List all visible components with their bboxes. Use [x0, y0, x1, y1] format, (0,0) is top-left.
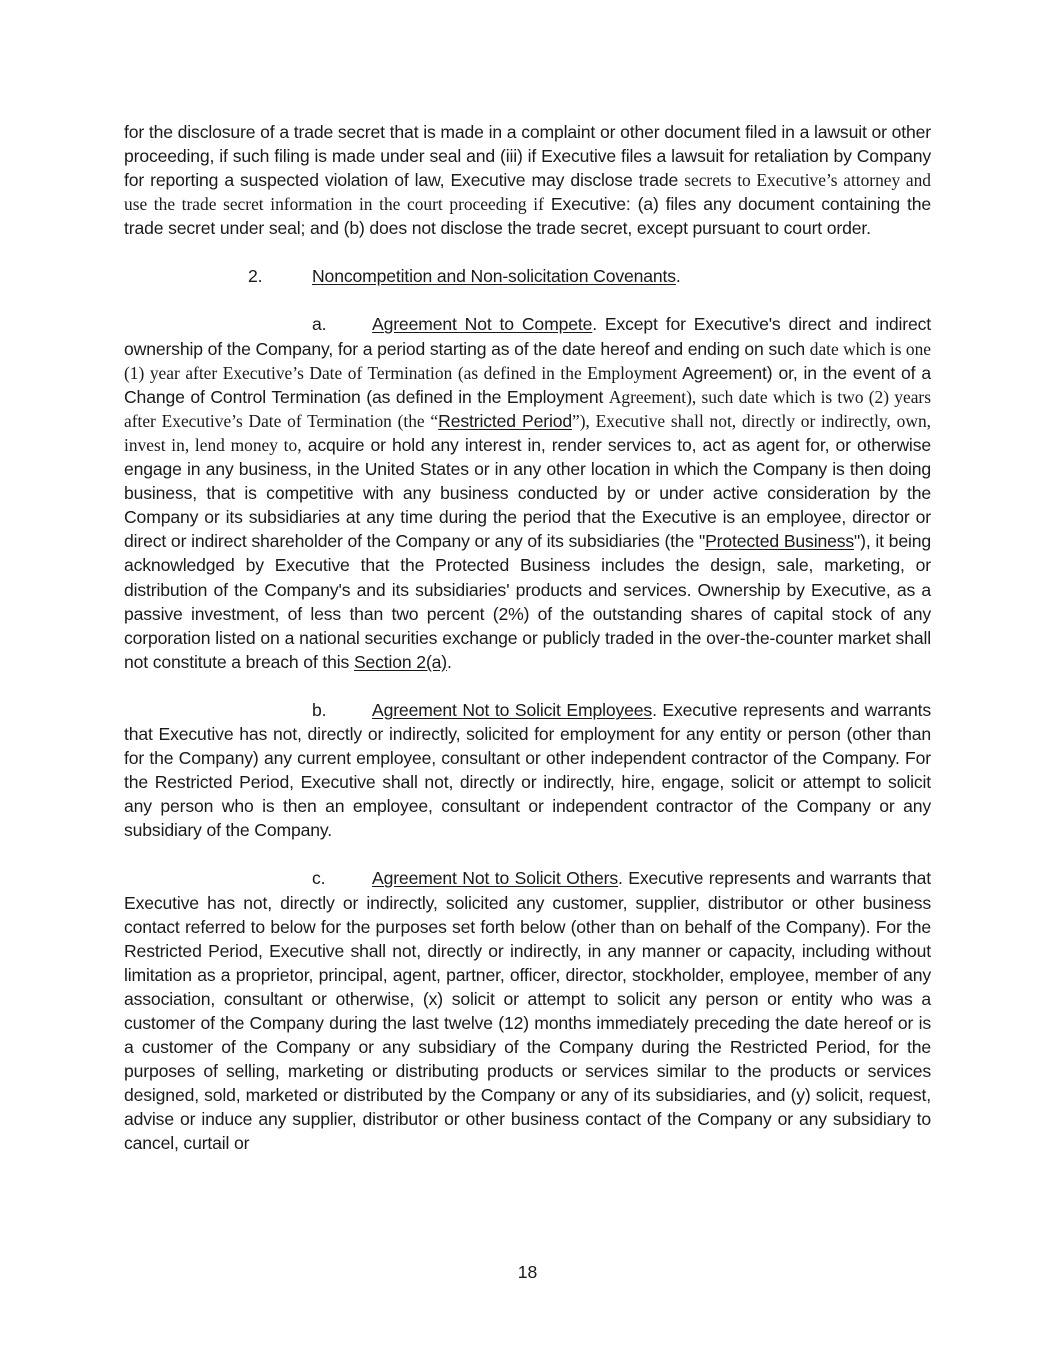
paragraph-a-text-5: ”), Executive shall not, directly or indirectly, own, invest in, lend money to, — [124, 410, 931, 455]
paragraph-b-lead — [124, 700, 652, 720]
section-2-number: 2. — [248, 266, 263, 287]
spacer — [124, 842, 931, 866]
intro-text-1: for the disclosure of a trade secret that is made in a complaint or other document filed in a lawsuit or other proceeding, if such filing is made under seal and (iii) if Executive files a lawsuit for retaliation by Company for reporting a suspected violation of law, Executive may disclose trade — [124, 122, 931, 191]
defined-term-protected-business: Protected Business — [705, 531, 855, 552]
section-2-title: Noncompetition and Non-solicitation Covenants — [312, 266, 676, 287]
paragraph-a-label: a. — [312, 314, 327, 335]
section-2-title-wrap — [312, 264, 681, 288]
section-2-title-suffix: . — [675, 266, 681, 287]
document-page — [124, 120, 931, 1156]
page-number: 18 — [517, 1262, 538, 1282]
paragraph-a-lead — [124, 314, 592, 334]
paragraph-b — [124, 698, 931, 843]
paragraph-c-title: Agreement Not to Solicit Others — [372, 868, 619, 889]
spacer — [124, 288, 931, 312]
spacer — [124, 240, 931, 264]
section-2a-reference: Section 2(a) — [353, 651, 447, 672]
paragraph-a-text-4: Agreement), such date which is two (2) years after Executive’s Date of Termination (the “ — [124, 386, 931, 431]
defined-term-restricted-period: Restricted Period — [438, 410, 572, 431]
paragraph-a-text-6: acquire or hold any interest in, render services to, act as agent for, or otherwise engage in any business, in the United States or in any other location in which the Company is then doing business, that is competitive with any business conducted by or under active consideration by the Company or its subsidiaries at any time during the period that the Executive is an employee, director or direct or indirect shareholder of the Company or any of its subsidiaries (the " — [124, 434, 931, 552]
paragraph-a-title: Agreement Not to Compete — [372, 314, 593, 335]
intro-paragraph — [124, 120, 931, 240]
intro-text-3: Executive: (a) files any document containing the trade secret under seal; and (b) does not disclose the trade secret, except pursuant to court order. — [124, 194, 931, 239]
paragraph-a-text-7: "), it being acknowledged by Executive that the Protected Business includes the design, sale, marketing, or distribution of the Company's and its subsidiaries' products and services. Ownership by Executive, as a passive investment, of less than two percent (2%) of the outstanding shares of capital stock of any corporation listed on a national securities exchange or publicly traded in the over-the-counter market shall not constitute a breach of this — [124, 531, 931, 672]
paragraph-c-text: . Executive represents and warrants that Executive has not, directly or indirectly, solicited any customer, supplier, distributor or other business contact referred to below for the purposes set forth below (other than on behalf of the Company). For the Restricted Period, Executive shall not, directly or indirectly, in any manner or capacity, including without limitation as a proprietor, principal, agent, partner, officer, director, stockholder, employee, member of any association, consultant or otherwise, (x) solicit or attempt to solicit any person or entity who was a customer of the Company during the last twelve (12) months immediately preceding the date hereof or is a customer of the Company or any subsidiary of the Company during the Restricted Period, for the purposes of selling, marketing or distributing products or services similar to the products or services designed, sold, marketed or distributed by the Company or any of its subsidiaries, and (y) solicit, request, advise or induce any supplier, distributor or other business contact of the Company or any subsidiary to cancel, curtail or — [124, 868, 931, 1154]
paragraph-a-text-3: Agreement) or, in the event of a Change of Control Termination (as defined in the Employment — [124, 362, 931, 407]
paragraph-c — [124, 866, 931, 1155]
paragraph-b-label: b. — [312, 699, 327, 720]
paragraph-a-text-8: . — [447, 651, 452, 672]
paragraph-c-label: c. — [312, 868, 326, 889]
paragraph-a — [124, 312, 931, 673]
paragraph-b-title: Agreement Not to Solicit Employees — [372, 699, 653, 720]
paragraph-c-lead — [124, 868, 618, 888]
paragraph-a-text-1: . Except for Executive's direct and indirect ownership of the Company, for a period starting as of the date hereof and ending on such — [124, 314, 931, 359]
paragraph-a-text-2: date which is one (1) year after Executive’s Date of Termination (as defined in the Employment — [124, 338, 931, 383]
paragraph-b-text: . Executive represents and warrants that Executive has not, directly or indirectly, solicited for employment for any entity or person (other than for the Company) any current employee, consultant or other independent contractor of the Company. For the Restricted Period, Executive shall not, directly or indirectly, hire, engage, solicit or attempt to solicit any person who is then an employee, consultant or independent contractor of the Company or any subsidiary of the Company. — [124, 699, 931, 841]
spacer — [124, 674, 931, 698]
intro-text-2: secrets to Executive’s attorney and use the trade secret information in the court proceeding if — [124, 170, 931, 215]
section-2-heading — [124, 264, 931, 288]
